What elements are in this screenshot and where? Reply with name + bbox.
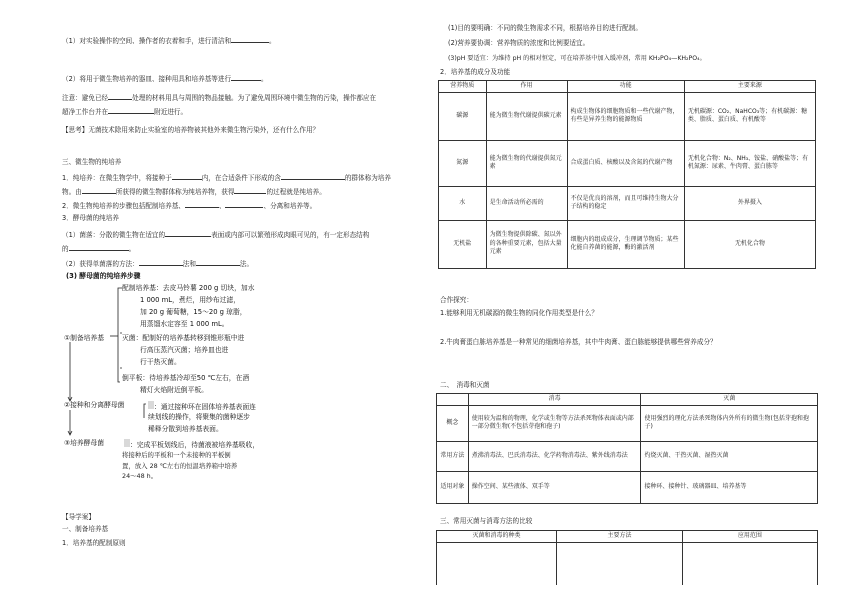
inquiry-heading: 合作探究： xyxy=(440,296,473,304)
flow-title: (3) 酵母菌的纯培养步骤 xyxy=(66,272,141,280)
disinfection-table xyxy=(436,393,818,504)
left-note: 注意：避免已经 处理的材料用具与周围的物品接触。为了避免周围环境中微生物的污染，操作都应在 xyxy=(62,94,377,102)
flow-sterilize-1: 灭菌：配制好的培养基转移到锥形瓶中进 xyxy=(122,334,245,342)
flow-inoc-2: 续划线的操作，将聚集的菌种逐步 xyxy=(148,413,250,421)
flow-inoc-3: 稀释分散到培养基表面。 xyxy=(148,425,223,433)
flow-prep-1: 配制培养基：去皮马铃薯 200 g 切块，加水 xyxy=(122,284,255,292)
table-cell: 使用较为温和的物理，化学或生物等方法杀死物体表面或内部一部分微生物(不包括芽孢和孢子) xyxy=(468,405,641,441)
left-p2: （2）将用于微生物培养的器皿、接种用具和培养基等进行 。 xyxy=(62,75,268,83)
table-cell: 能为微生物代谢提供碳元素 xyxy=(486,92,567,140)
think-question: 【思考】无菌技术除用来防止实验室的培养物被其他外来微生物污染外，还有什么作用？ xyxy=(62,126,320,134)
table-cell: 不仅是优良的溶剂，而且可维持生物大分子结构的稳定 xyxy=(567,186,684,220)
right-r2: (2)营养要协调：营养物质的浓度和比例要适宜。 xyxy=(448,39,590,47)
header-cell: 主要方法 xyxy=(557,531,683,543)
table-cell: 无机盐 xyxy=(439,220,487,268)
question-1: 1.能够利用无机碳源的微生物的同化作用类型是什么？ xyxy=(440,309,598,317)
table-cell: 概念 xyxy=(437,405,469,441)
table-cell: 无机化合物：N₂、NH₃、铵盐、硝酸盐等；有机氮源：尿素、牛肉膏、蛋白胨等 xyxy=(684,140,815,186)
table-row xyxy=(439,92,816,140)
flow-cult-3: 置，放入 28 ℃左右的恒温培养箱中培养 xyxy=(122,462,238,470)
header-cell: 应用范围 xyxy=(682,531,817,543)
header-cell: 作用 xyxy=(486,81,567,93)
header-cell: 灭菌和消毒的种类 xyxy=(437,531,557,543)
flow-cult-1: ：完成平板划线后，待菌液被培养基吸收， xyxy=(124,439,259,451)
table-cell: 无机碳源：CO₂、NaHCO₃等；有机碳源：糖类、脂质、蛋白质、有机酸等 xyxy=(684,92,815,140)
comparison-table-header xyxy=(437,531,818,543)
comparison-empty-row xyxy=(437,542,818,585)
table-cell: 无机化合物 xyxy=(684,220,815,268)
left-note-2: 超净工作台并在 附近进行。 xyxy=(62,108,188,116)
table-cell: 为微生物提供除碳、氮以外的各种重要元素，包括大量元素 xyxy=(486,220,567,268)
flow-step-2: ②接种和分离酵母菌 xyxy=(64,401,125,409)
section-prepare-medium: 一、制备培养基 xyxy=(62,525,109,533)
table-cell: 碳源 xyxy=(439,92,487,140)
colony-def: （1）菌落：分散的微生物在适宜的 表面或内部可以繁殖形成肉眼可见的，有一定形态结构 xyxy=(62,231,370,239)
pure-culture-1b: 物。由 所获得的微生物群体称为纯培养物，获得 的过程就是纯培养。 xyxy=(62,188,326,196)
section-disinfection: 二、 消毒和灭菌 xyxy=(440,381,490,389)
table-cell: 适用对象 xyxy=(437,471,469,503)
table-cell: 合成蛋白质、核酸以及含氮的代谢产物 xyxy=(567,140,684,186)
flow-cult-4: 24～48 h。 xyxy=(122,472,158,480)
right-r1: (1)目的要明确：不同的微生物需求不同，根据培养目的进行配制。 xyxy=(448,24,642,32)
flow-cult-2: 将接种后的平板和一个未接种的平板倒 xyxy=(122,451,231,459)
header-cell: 营养物质 xyxy=(439,81,487,93)
flow-sterilize-2: 行高压蒸汽灭菌；培养皿也进 xyxy=(140,346,229,354)
flow-step-3: ③培养酵母菌 xyxy=(64,439,105,447)
nutrient-table xyxy=(438,80,816,269)
table-cell: 外界摄入 xyxy=(684,186,815,220)
left-p1: （1）对实验操作的空间、操作者的衣着和手，进行清洁和 。 xyxy=(62,37,276,45)
table-cell: 是生命活动所必需的 xyxy=(486,186,567,220)
flow-pour-2: 精灯火焰附近倒平板。 xyxy=(140,386,208,394)
table-cell: 使用强烈的理化方法杀死物体内外所有的微生物(包括芽孢和孢子) xyxy=(641,405,818,441)
table-cell: 细胞内的组成成分，生理调节物质；某些化能自养菌的能源，酶的激活剂 xyxy=(567,220,684,268)
table-cell: 能为微生物的代谢提供氮元素 xyxy=(486,140,567,186)
flow-step-1: ①制备培养基 xyxy=(64,334,105,342)
table-row xyxy=(439,140,816,186)
table-cell: 灼烧灭菌、干热灭菌、湿热灭菌 xyxy=(641,441,818,471)
table-cell: 构成生物体的细胞物质和一些代谢产物，有些是异养生物的能源物质 xyxy=(567,92,684,140)
section-compare: 三、常用灭菌与消毒方法的比较 xyxy=(440,517,533,525)
table-row xyxy=(439,186,816,220)
header-cell: 灭菌 xyxy=(641,394,818,406)
comparison-table xyxy=(436,530,818,585)
yeast-title: 3．酵母菌的纯培养 xyxy=(62,214,119,222)
question-2: 2.牛肉膏蛋白胨培养基是一种常见的细菌培养基，其中牛肉膏、蛋白胨能够提供哪些营养成分？ xyxy=(440,338,717,346)
header-cell: 消毒 xyxy=(468,394,641,406)
table-cell: 接种环、接种针、玻璃器皿、培养基等 xyxy=(641,471,818,503)
table-cell: 操作空间、某些液体、双手等 xyxy=(468,471,641,503)
flow-sterilize-3: 行干热灭菌。 xyxy=(140,358,181,366)
disinfection-table-header xyxy=(437,394,818,406)
table-cell: 煮沸消毒法、巴氏消毒法、化学药物消毒法、紫外线消毒法 xyxy=(468,441,641,471)
header-cell: 主要来源 xyxy=(684,81,815,93)
colony-def-2: 的 。 xyxy=(62,245,136,253)
flow-prep-4: 用蒸馏水定容至 1 000 mL。 xyxy=(140,320,229,328)
right-r3: (3)pH 要适宜：为维持 pH 的相对恒定，可在培养基中加入缓冲剂，常用 KH₂PO₄—KH₂PO₄。 xyxy=(448,55,706,62)
flow-pour-1: 倒平板：待培养基冷却至50 ℃左右，在酒 xyxy=(122,374,250,382)
medium-principle: 1．培养基的配制原则 xyxy=(62,539,126,547)
table-row xyxy=(437,471,818,503)
right-r4: 2．培养基的成分及功能 xyxy=(440,68,511,76)
study-guide-heading: 【导学案】 xyxy=(62,513,95,521)
yeast-culture-flow-image xyxy=(62,268,272,460)
section-pure-culture: 三、微生物的纯培养 xyxy=(62,158,122,166)
table-cell: 常用方法 xyxy=(437,441,469,471)
table-row xyxy=(439,220,816,268)
pure-culture-1: 1．纯培养：在微生物学中，将接种于 内，在合适条件下形成的含 的群体称为培养 xyxy=(62,174,391,182)
table-row xyxy=(437,441,818,471)
pure-culture-2: 2．微生物纯培养的步骤包括配制培养基、 、 、分离和培养等。 xyxy=(62,202,317,210)
flow-inoc-1: ：通过接种环在固体培养基表面连 xyxy=(148,401,256,413)
header-cell xyxy=(437,394,469,406)
table-cell: 水 xyxy=(439,186,487,220)
nutrient-table-header xyxy=(439,81,816,93)
header-cell: 功能 xyxy=(567,81,684,93)
flow-prep-3: 加 20 g 葡萄糖，15～20 g 琼脂， xyxy=(140,308,247,316)
table-row xyxy=(437,405,818,441)
single-colony-method: （2）获得单菌落的方法： 法和 法。 xyxy=(62,260,254,268)
table-cell: 氮源 xyxy=(439,140,487,186)
flow-prep-2: 1 000 mL，煮烂，用纱布过滤， xyxy=(140,296,240,304)
